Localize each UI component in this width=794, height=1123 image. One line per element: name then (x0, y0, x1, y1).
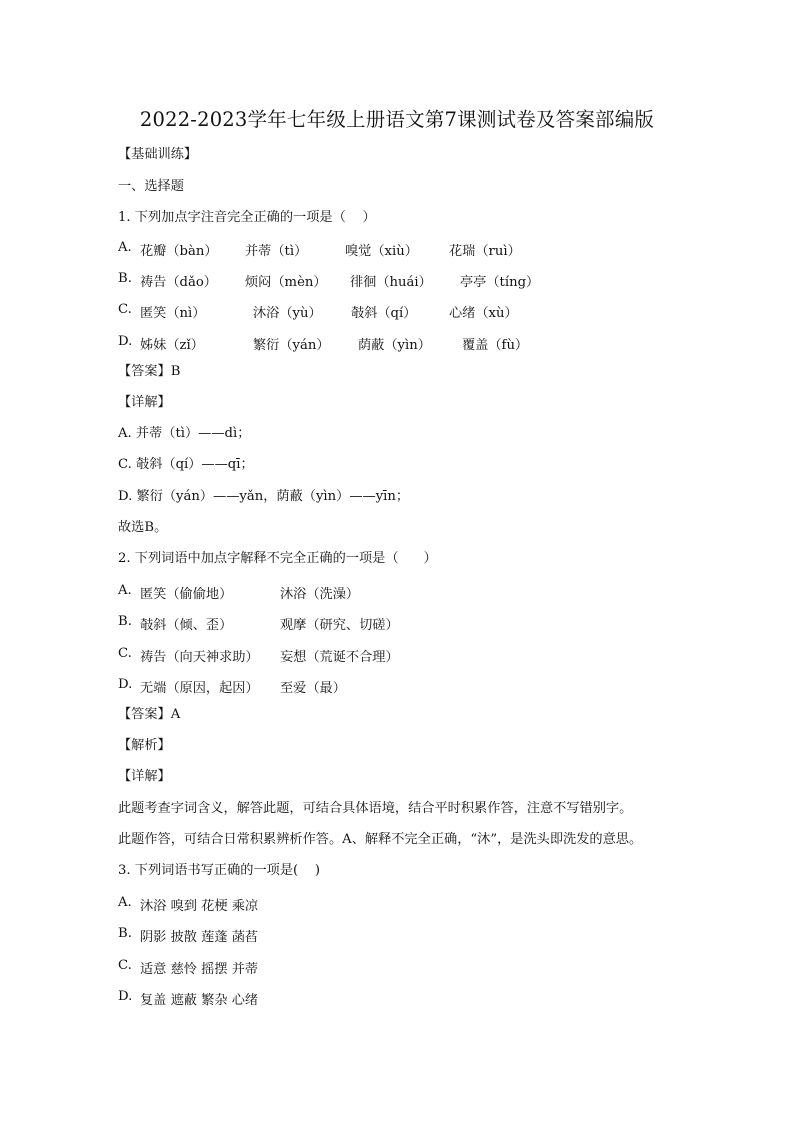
option-item: 无端（原因，起因） (140, 681, 259, 696)
q2-option-b (118, 614, 718, 633)
q3-option-d (118, 989, 718, 1008)
q1-option-a (118, 240, 718, 259)
option-label: B. (118, 614, 132, 629)
q1-option-b (118, 271, 718, 290)
option-label: D. (118, 677, 133, 692)
section-multiple-choice: 一、选择题 (118, 179, 184, 194)
option-item: 嗅觉（xiù） (345, 244, 418, 259)
option-item: 覆盖（fù） (462, 338, 529, 353)
q3-option-a (118, 895, 718, 914)
option-text: 适意 慈怜 摇摆 并蒂 (140, 962, 259, 977)
option-item: 妄想（荒诞不合理） (280, 650, 399, 665)
q3-option-b (118, 926, 718, 945)
page-title: 2022-2023学年七年级上册语文第7课测试卷及答案部编版 (139, 108, 655, 131)
option-text: 沐浴 嗅到 花梗 乘凉 (140, 899, 259, 914)
q1-detail-line: 故选B。 (118, 520, 168, 535)
section-basic-training: 【基础训练】 (118, 147, 198, 162)
option-item: 繁衍（yán） (253, 338, 330, 353)
option-label: C. (118, 302, 132, 317)
q2-option-a (118, 583, 718, 602)
q1-detail-header: 【详解】 (118, 395, 171, 410)
q2-answer: 【答案】A (118, 707, 181, 722)
option-item: 花瓣（bàn） (140, 244, 218, 259)
q2-detail-line: 此题作答，可结合日常积累辨析作答。A、解释不完全正确，“沐”，是洗头即洗发的意思。 (118, 832, 643, 847)
option-item: 攲斜（qí） (351, 306, 417, 321)
q1-detail-line: A. 并蒂（tì）——dì； (118, 426, 251, 441)
q3-option-c (118, 958, 718, 977)
q2-option-d (118, 677, 718, 696)
question-2-stem: 2. 下列词语中加点字解释不完全正确的一项是（ ） (118, 551, 437, 566)
option-item: 荫蔽（yìn） (358, 338, 431, 353)
option-item: 匿笑（偷偷地） (140, 587, 233, 602)
q1-detail-line: C. 攲斜（qí）——qī； (118, 457, 254, 472)
q2-analysis-header: 【解析】 (118, 738, 171, 753)
option-item: 沐浴（洗澡） (280, 587, 360, 602)
q1-answer: 【答案】B (118, 364, 181, 379)
option-label: A. (118, 240, 132, 255)
option-item: 祷告（向天神求助） (140, 650, 259, 665)
q1-option-d (118, 334, 718, 353)
option-item: 观摩（研究、切磋） (280, 618, 399, 633)
option-item: 烦闷（mèn） (245, 275, 327, 290)
option-item: 亭亭（tíng） (460, 275, 540, 290)
option-item: 姊妹（zǐ） (140, 338, 204, 353)
option-label: D. (118, 334, 133, 349)
option-item: 祷告（dǎo） (140, 275, 217, 290)
q1-detail-line: D. 繁衍（yán）——yǎn，荫蔽（yìn）——yīn； (118, 489, 410, 504)
option-item: 并蒂（tì） (245, 244, 308, 259)
option-item: 沐浴（yù） (253, 306, 322, 321)
option-label: B. (118, 926, 132, 941)
option-item: 花瑞（ruì） (449, 244, 521, 259)
option-item: 至爱（最） (280, 681, 346, 696)
question-3-stem: 3. 下列词语书写正确的一项是( ) (118, 863, 321, 878)
q1-option-c (118, 302, 718, 321)
option-text: 阴影 披散 莲蓬 菡萏 (140, 930, 259, 945)
option-label: C. (118, 646, 132, 661)
option-text: 复盖 遮蔽 繁杂 心绪 (140, 993, 259, 1008)
option-item: 徘徊（huái） (350, 275, 432, 290)
option-label: B. (118, 271, 132, 286)
q2-detail-line: 此题考查字词含义，解答此题，可结合具体语境，结合平时积累作答，注意不写错别字。 (118, 801, 633, 816)
question-1-stem: 1. 下列加点字注音完全正确的一项是（ ） (118, 210, 376, 225)
option-label: C. (118, 958, 132, 973)
option-item: 匿笑（nì） (140, 306, 206, 321)
option-label: A. (118, 583, 132, 598)
option-label: D. (118, 989, 133, 1004)
option-item: 心绪（xù） (449, 306, 518, 321)
option-item: 攲斜（倾、歪） (140, 618, 233, 633)
option-label: A. (118, 895, 132, 910)
q2-option-c (118, 646, 718, 665)
q2-detail-header: 【详解】 (118, 769, 171, 784)
